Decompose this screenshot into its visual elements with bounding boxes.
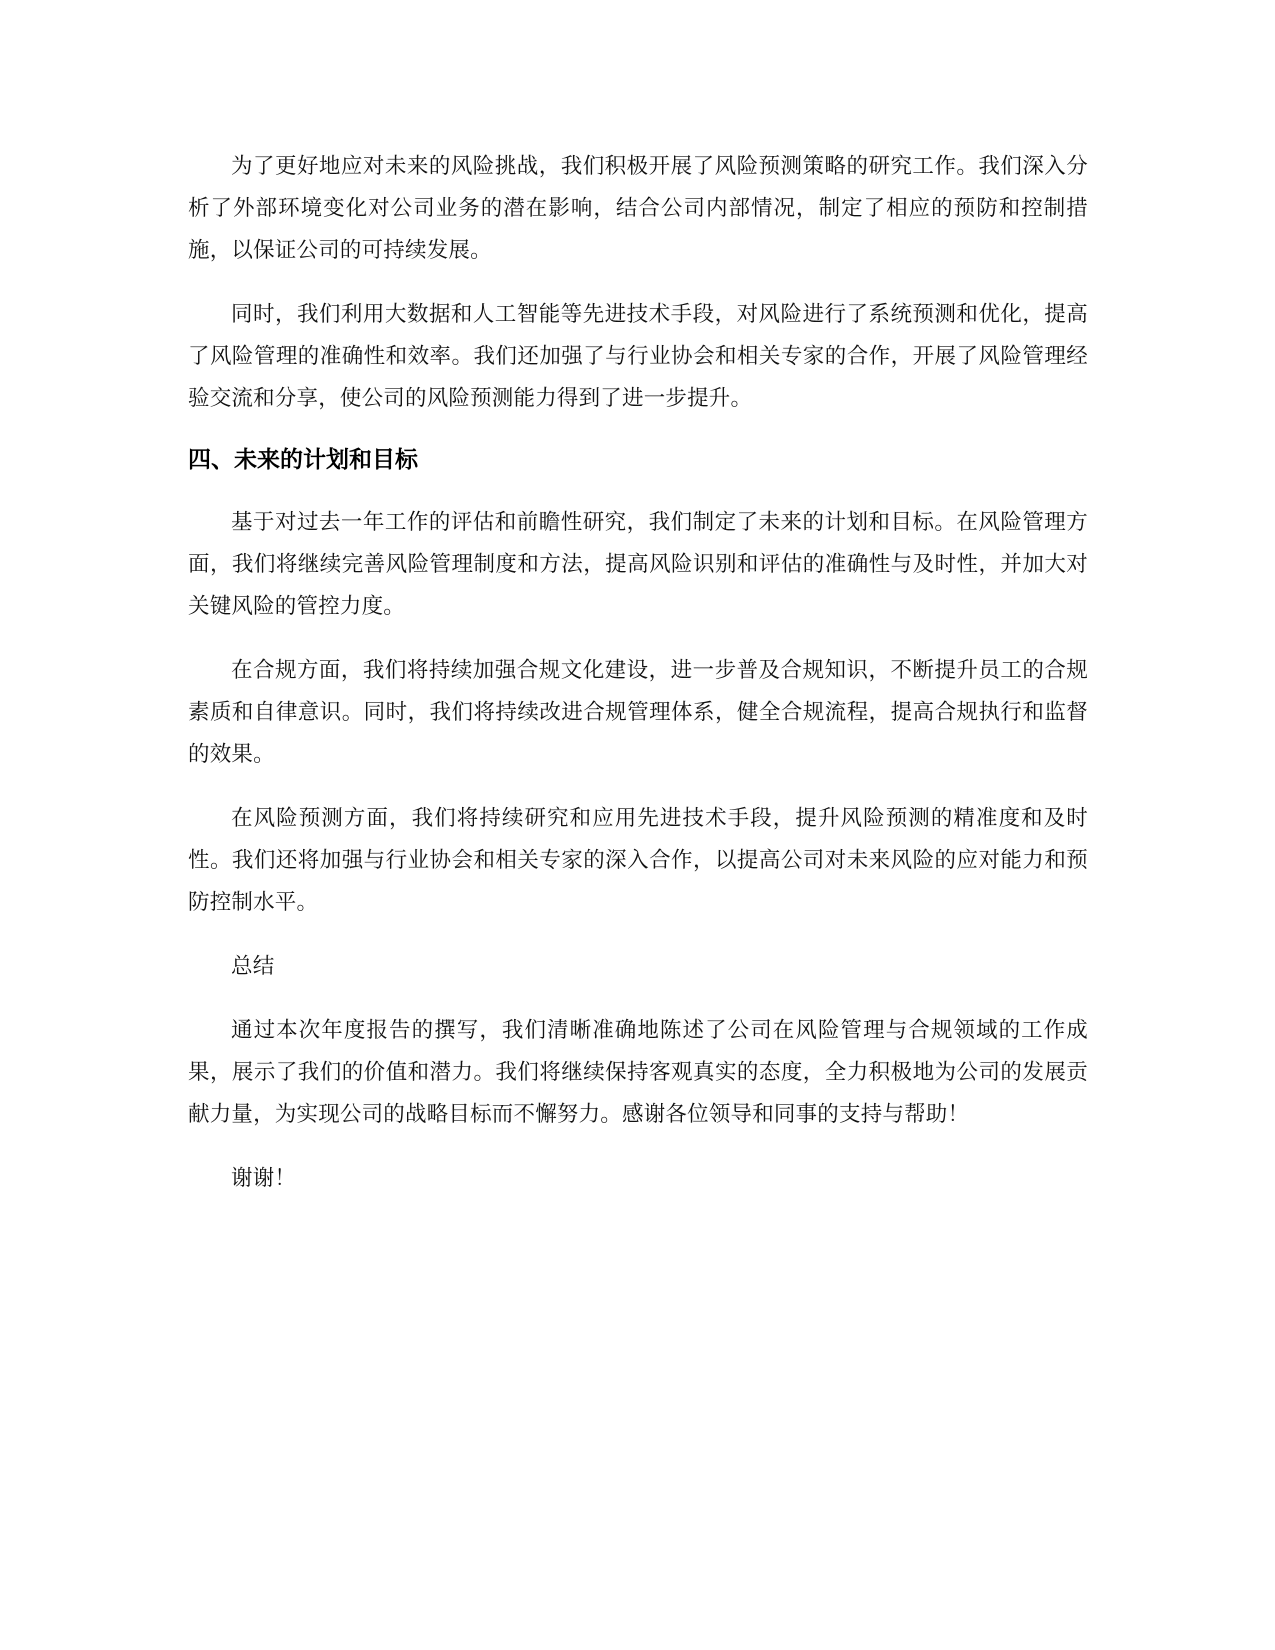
paragraph-risk-prediction-research: 为了更好地应对未来的风险挑战，我们积极开展了风险预测策略的研究工作。我们深入分析了外部环境变化对公司业务的潜在影响，结合公司内部情况，制定了相应的预防和控制措施，以保证公司的可持续发展。 [188, 154, 1088, 263]
paragraph-compliance-plan: 在合规方面，我们将持续加强合规文化建设，进一步普及合规知识，不断提升员工的合规素质和自律意识。同时，我们将持续改进合规管理体系，健全合规流程，提高合规执行和监督的效果。 [188, 658, 1088, 767]
section-heading-future-plans: 四、未来的计划和目标 [188, 447, 418, 473]
paragraph-risk-prediction-plan: 在风险预测方面，我们将持续研究和应用先进技术手段，提升风险预测的精准度和及时性。我们还将加强与行业协会和相关专家的深入合作，以提高公司对未来风险的应对能力和预防控制水平。 [188, 806, 1088, 915]
closing-thanks: 谢谢！ [231, 1166, 297, 1191]
paragraph-big-data-ai: 同时，我们利用大数据和人工智能等先进技术手段，对风险进行了系统预测和优化，提高了风险管理的准确性和效率。我们还加强了与行业协会和相关专家的合作，开展了风险管理经验交流和分享，使公司的风险预测能力得到了进一步提升。 [188, 302, 1088, 411]
paragraph-summary: 通过本次年度报告的撰写，我们清晰准确地陈述了公司在风险管理与合规领域的工作成果，展示了我们的价值和潜力。我们将继续保持客观真实的态度，全力积极地为公司的发展贡献力量，为实现公司的战略目标而不懈努力。感谢各位领导和同事的支持与帮助！ [188, 1018, 1088, 1127]
summary-label: 总结 [231, 954, 275, 979]
paragraph-risk-management-plan: 基于对过去一年工作的评估和前瞻性研究，我们制定了未来的计划和目标。在风险管理方面，我们将继续完善风险管理制度和方法，提高风险识别和评估的准确性与及时性，并加大对关键风险的管控力度。 [188, 510, 1088, 619]
document-body [188, 146, 1088, 1222]
